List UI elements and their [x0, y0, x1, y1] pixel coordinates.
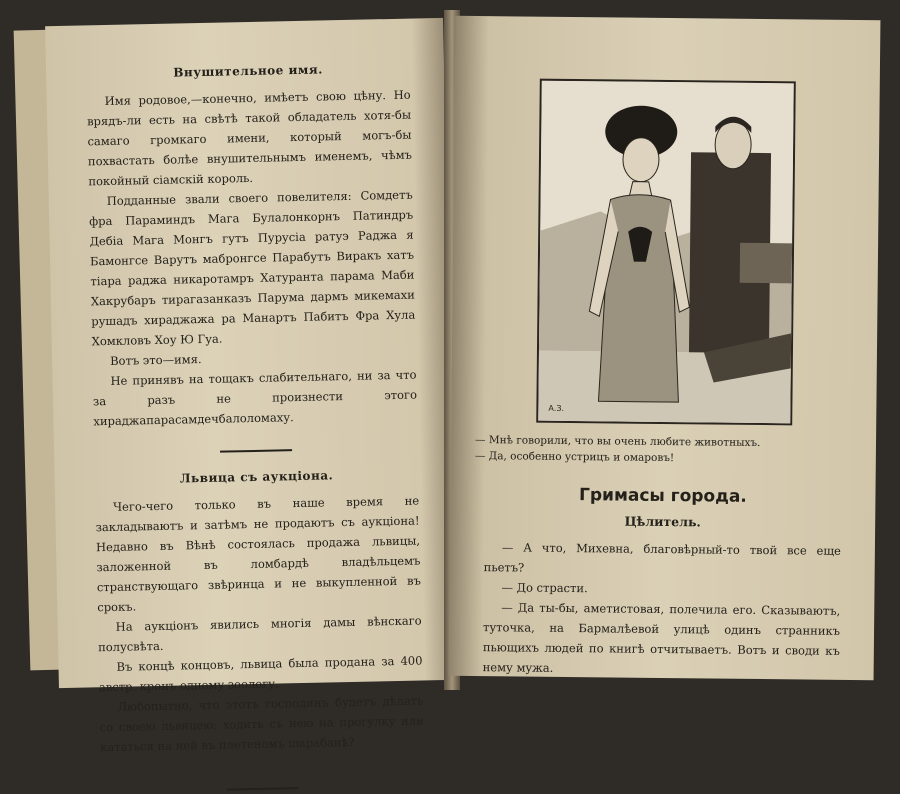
paragraph: — Да ты-бы, аметистовая, полечила его. Сказываютъ, туточка, на Бармалѣевой улицѣ одинъ странникъ пьющихъ людей по книгѣ отчитываетъ. Вотъ и своди къ нему мужа.: [482, 600, 841, 675]
engraving-illustration: [538, 81, 794, 424]
right-page: [449, 16, 881, 680]
caption-line: — Мнѣ говорили, что вы очень любите животныхъ.: [474, 434, 761, 450]
paragraph: Любопытно, что этотъ господинъ будетъ дѣлать со своею львицею: ходить съ нею на прогулку или кататься на ней въ плетеномъ шарабанѣ?: [99, 693, 424, 755]
end-divider: [227, 787, 299, 791]
section-divider: [220, 449, 292, 453]
paragraph: Въ концѣ концовъ, львица была продана за 400 австр. кронъ одному зоологу.: [98, 653, 423, 695]
paragraph: Имя родовое,—конечно, имѣетъ свою цѣну. Но врядъ-ли есть на свѣтѣ такой обладатель хотя-бы самаго громкаго имени, который могъ-бы похвастать болѣе внушительнымъ именемъ, чѣмъ покойный сіамскій король.: [86, 87, 413, 189]
paragraph: — До страсти.: [501, 580, 588, 596]
subheading-healer: Цѣлитель.: [624, 513, 701, 530]
paragraph: Вотъ это—имя.: [109, 352, 202, 368]
caption-line: — Да, особенно устрицъ и омаровъ!: [474, 450, 675, 465]
paragraph: На аукціонъ явились многія дамы вѣнскаго полусвѣта.: [97, 613, 422, 655]
left-page: [45, 18, 457, 755]
heading-city-grimaces: Гримасы города.: [578, 485, 747, 507]
paragraph: Чего-чего только въ наше время не закладываютъ и затѣмъ не продаютъ съ аукціона! Недавно въ Вѣнѣ состоялась продажа львицы, заложенной въ ломбардѣ владѣльцемъ странствующаго звѣринца и не выкупленной въ срокъ.: [95, 493, 421, 615]
paragraph: Не принявъ на тощакъ слабительнаго, ни за что за разъ не произнести этого хираджапарасамдечбалоломаху.: [92, 367, 418, 429]
paragraph: — А что, Михевна, благовѣрный-то твой все еще пьетъ?: [483, 540, 841, 575]
illustration-caption: [475, 432, 842, 468]
illustration-woman-and-man: [536, 79, 796, 426]
paragraph: Подданные звали своего повелителя: Сомдетъ фра Параминдъ Мага Булалонкорнъ Патиндръ Дебіа Мага Монгъ гутъ Пурусіа ратуэ Раджа я Бамонгсе Варутъ мабронгсе Парабутъ Виракъ хатъ тіара раджа никаротамръ Хатуранта парама Маби Хакрубаръ тирагазанказъ Парума дармъ микемахи рушадъ хираджажа ра Манартъ Пабитъ Фра Хула Хомкловъ Хоу Ю Гуа.: [89, 187, 416, 349]
section-title-lioness: Львица съ аукціона.: [179, 468, 334, 486]
section-title-impressive-name: Внушительное имя.: [173, 62, 323, 80]
svg-text:А.З.: А.З.: [547, 403, 564, 413]
